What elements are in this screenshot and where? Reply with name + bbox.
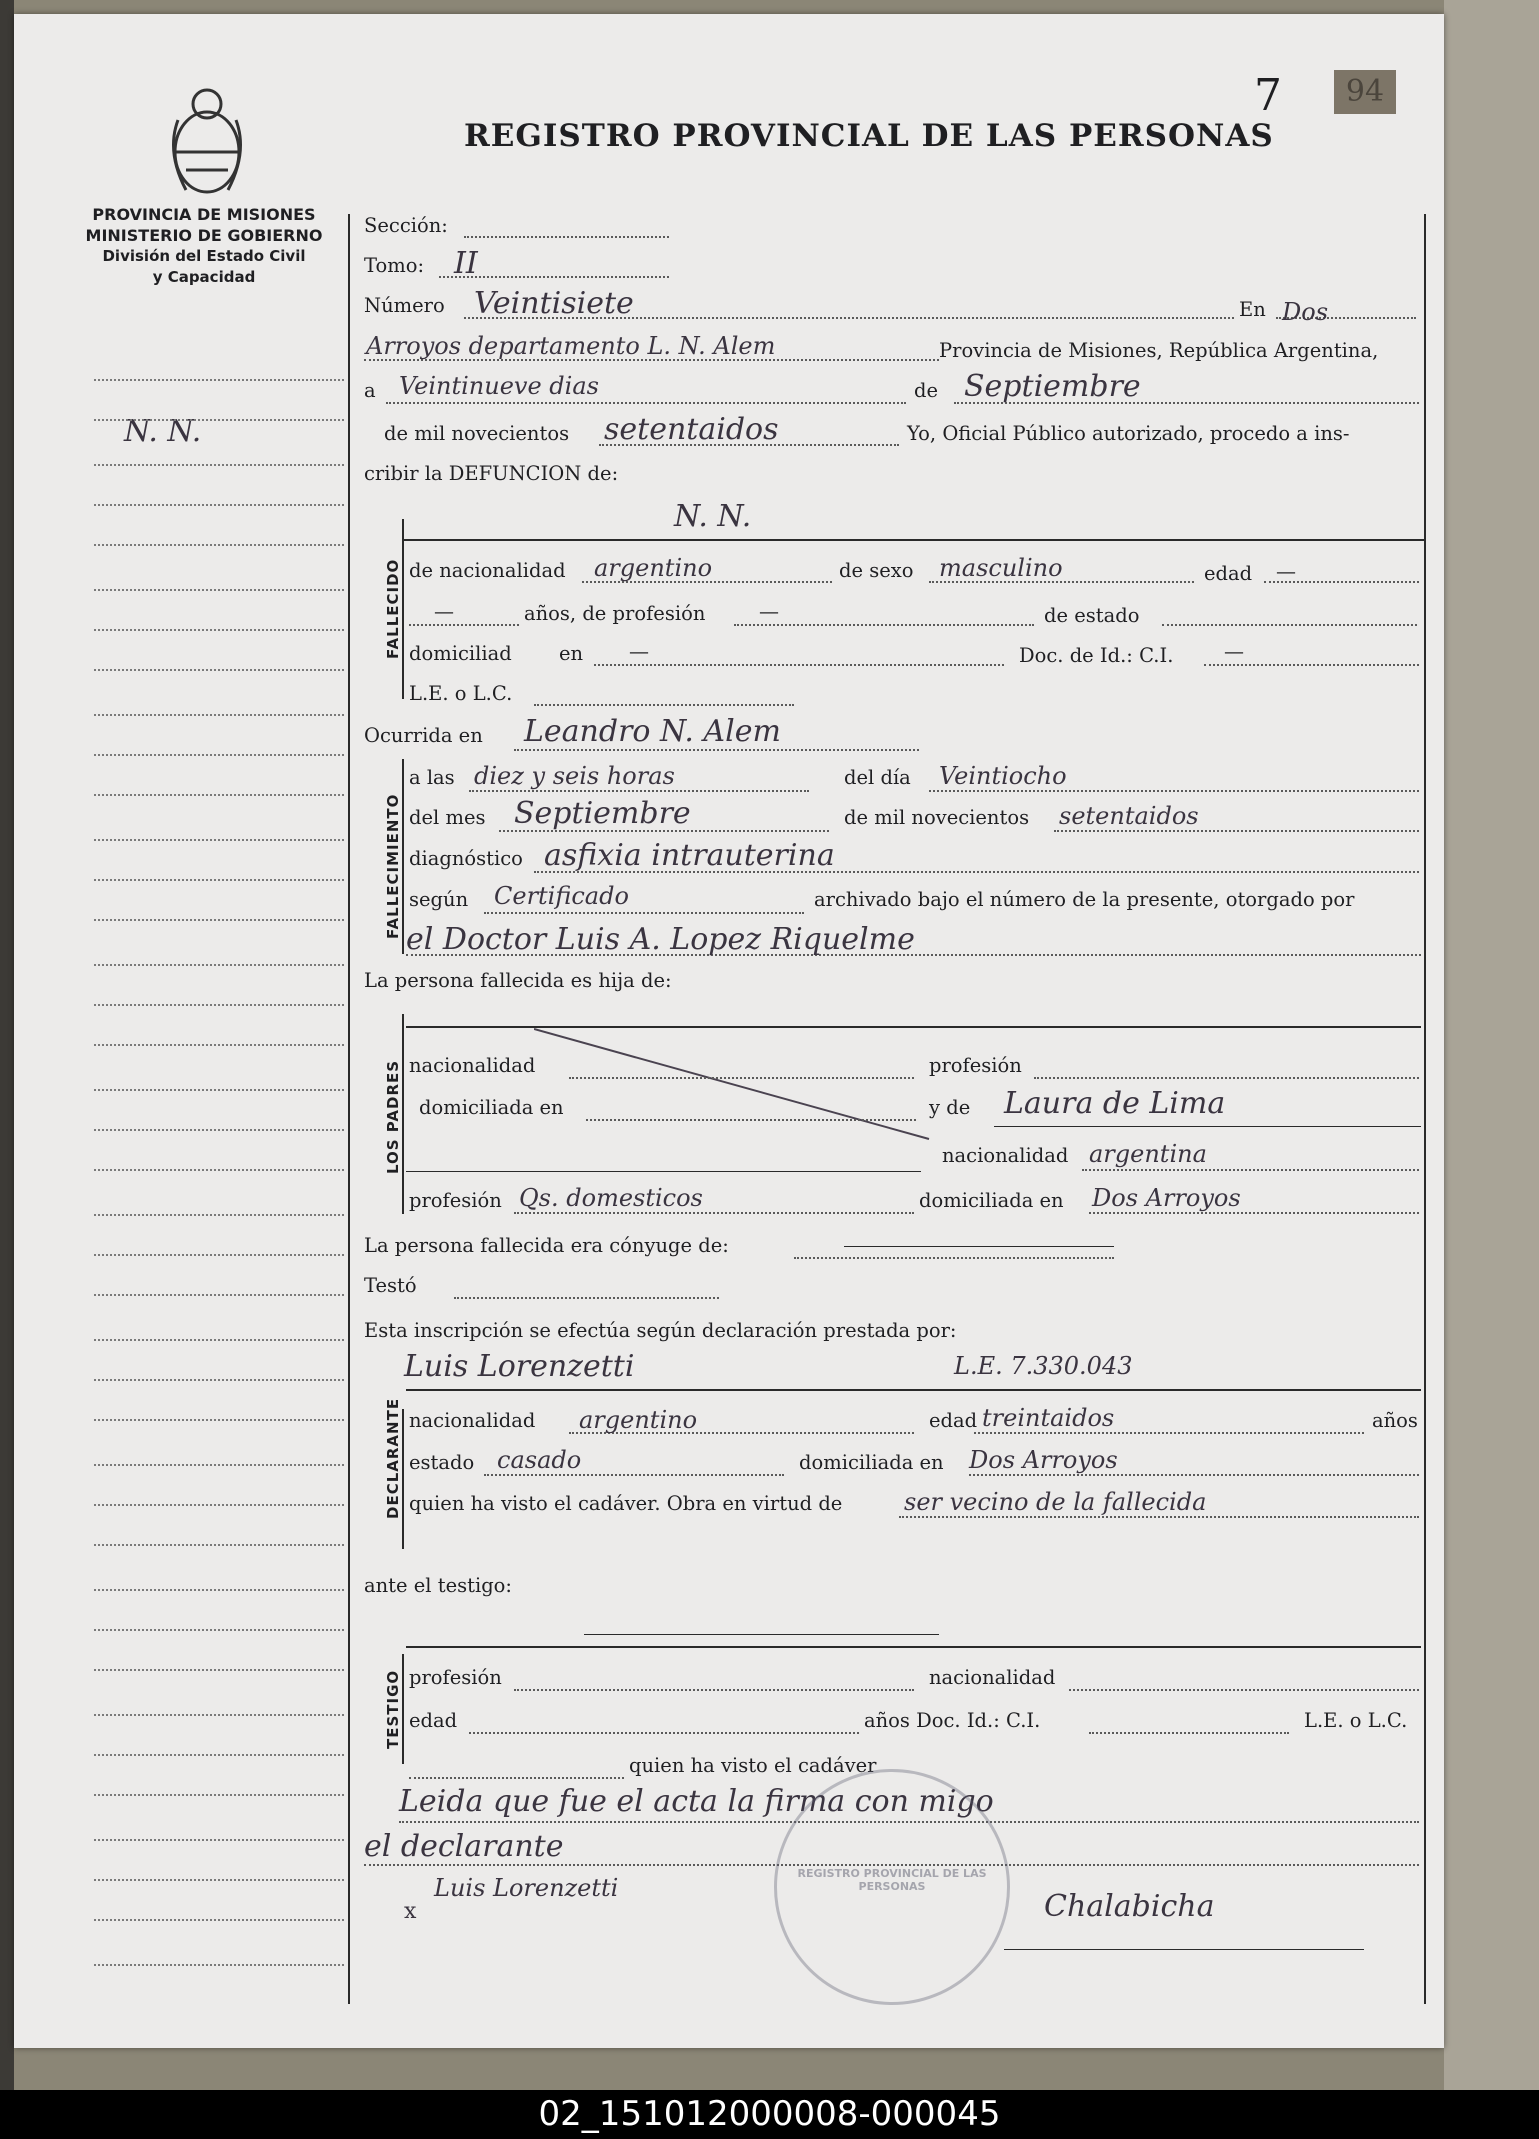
side-label-fallecido: FALLECIDO xyxy=(384,558,402,659)
domicilio-en-value: — xyxy=(629,639,649,663)
firma-oficial: Chalabicha xyxy=(1044,1889,1215,1924)
lugar-value: Arroyos departamento L. N. Alem xyxy=(366,332,776,360)
diagnostico-label: diagnóstico xyxy=(409,847,523,870)
inscripcion-label: Esta inscripción se efectúa según declaración prestada por: xyxy=(364,1319,957,1342)
profesion-value: — xyxy=(759,599,779,623)
madre-domicilio-label: domiciliada en xyxy=(919,1189,1064,1212)
segun-value: Certificado xyxy=(494,882,629,910)
edad-label: edad xyxy=(1204,562,1253,585)
dia-fallecimiento-value: Veintiocho xyxy=(939,762,1067,790)
domiciliado-label: domiciliad xyxy=(409,642,512,665)
declarante-edad-label: edad xyxy=(929,1409,978,1432)
header-line-1: PROVINCIA DE MISIONES xyxy=(92,205,316,224)
numero-value: Veintisiete xyxy=(474,286,634,321)
declarante-domicilio-value: Dos Arroyos xyxy=(969,1446,1118,1474)
declarante-nombre: Luis Lorenzetti xyxy=(404,1349,635,1384)
ci-value: — xyxy=(1224,639,1244,663)
cierre-linea-1: Leida que fue el acta la firma con migo xyxy=(399,1784,994,1819)
fallecido-nombre: N. N. xyxy=(674,499,752,534)
cancel-line xyxy=(534,1024,934,1144)
provincia-label: Provincia de Misiones, República Argentina, xyxy=(939,339,1379,362)
del-mes-label: del mes xyxy=(409,806,486,829)
book-spine xyxy=(0,0,14,2090)
edad-value: — xyxy=(1276,559,1296,583)
declarante-doc: L.E. 7.330.043 xyxy=(954,1352,1133,1380)
anos-profesion-label: años, de profesión xyxy=(524,602,706,625)
madre-nacionalidad-label: nacionalidad xyxy=(942,1144,1069,1167)
madre-nombre: Laura de Lima xyxy=(1004,1086,1226,1121)
de-estado-label: de estado xyxy=(1044,604,1140,627)
archivado-label: archivado bajo el número de la presente, otorgado por xyxy=(814,888,1355,911)
testigo-anos-doc-label: años Doc. Id.: C.I. xyxy=(864,1709,1041,1732)
padre-nacionalidad-label: nacionalidad xyxy=(409,1054,536,1077)
declarante-estado-value: casado xyxy=(497,1446,582,1474)
nacionalidad-fallecido-label: de nacionalidad xyxy=(409,559,566,582)
padre-profesion-label: profesión xyxy=(929,1054,1022,1077)
firma-x-mark: x xyxy=(404,1899,417,1924)
hija-de-label: La persona fallecida es hija de: xyxy=(364,969,672,992)
header-left xyxy=(84,204,324,288)
ocurrida-label: Ocurrida en xyxy=(364,724,483,747)
stamp-text: REGISTRO PROVINCIAL DE LAS PERSONAS xyxy=(797,1867,987,1893)
declarante-estado-label: estado xyxy=(409,1451,475,1474)
segun-label: según xyxy=(409,888,469,911)
domicilio-en-label: en xyxy=(559,642,584,665)
yo-oficial-label: Yo, Oficial Público autorizado, procedo a ins- xyxy=(907,422,1350,445)
margin-note: N. N. xyxy=(124,414,202,449)
a-label: a xyxy=(364,379,376,402)
obra-virtud-value: ser vecino de la fallecida xyxy=(904,1488,1207,1516)
mes-fallecimiento-value: Septiembre xyxy=(514,796,691,831)
coat-of-arms-icon xyxy=(166,80,248,202)
testigo-nacionalidad-label: nacionalidad xyxy=(929,1666,1056,1689)
de-mil-fallecimiento-label: de mil novecientos xyxy=(844,806,1030,829)
doc-id-label: Doc. de Id.: C.I. xyxy=(1019,644,1174,667)
anio-fallecimiento-value: setentaidos xyxy=(1059,802,1199,830)
anio-value: setentaidos xyxy=(604,412,779,447)
en-value: Dos xyxy=(1282,298,1329,326)
right-border xyxy=(1424,214,1426,2004)
declarante-edad-value: treintaidos xyxy=(982,1404,1115,1432)
dia-value: Veintinueve dias xyxy=(399,372,599,400)
declarante-nacionalidad-value: argentino xyxy=(579,1406,698,1434)
seccion-label: Sección: xyxy=(364,214,448,237)
side-label-declarante: DECLARANTE xyxy=(384,1397,402,1519)
corner-number: 94 xyxy=(1334,70,1396,114)
le-lc-label: L.E. o L.C. xyxy=(409,682,513,705)
y-de-label: y de xyxy=(929,1096,971,1119)
side-label-padres: LOS PADRES xyxy=(384,1059,402,1174)
side-label-testigo: TESTIGO xyxy=(384,1669,402,1749)
testo-label: Testó xyxy=(364,1274,417,1297)
page-title: REGISTRO PROVINCIAL DE LAS PERSONAS xyxy=(464,118,1274,154)
anos-label: años xyxy=(1372,1409,1418,1432)
margin-divider xyxy=(348,214,350,2004)
official-stamp xyxy=(774,1769,1010,2005)
testigo-quien-visto-label: quien ha visto el cadáver xyxy=(629,1754,877,1777)
testigo-edad-label: edad xyxy=(409,1709,458,1732)
padre-domicilio-label: domiciliada en xyxy=(419,1096,564,1119)
madre-nacionalidad-value: argentina xyxy=(1089,1140,1207,1168)
cierre-linea-2: el declarante xyxy=(364,1829,564,1864)
tomo-value: II xyxy=(454,246,478,281)
a-las-label: a las xyxy=(409,766,455,789)
declarante-domicilio-label: domiciliada en xyxy=(799,1451,944,1474)
side-label-fallecimiento: FALLECIMIENTO xyxy=(384,793,402,939)
de-label: de xyxy=(914,379,939,402)
nacionalidad-fallecido-value: argentino xyxy=(594,554,713,582)
de-mil-label: de mil novecientos xyxy=(384,422,570,445)
mes-value: Septiembre xyxy=(964,369,1141,404)
declarante-nacionalidad-label: nacionalidad xyxy=(409,1409,536,1432)
medico-value: el Doctor Luis A. Lopez Riquelme xyxy=(406,922,915,957)
sexo-label: de sexo xyxy=(839,559,914,582)
hora-value: diez y seis horas xyxy=(474,762,675,790)
firma-declarante: Luis Lorenzetti xyxy=(434,1874,619,1902)
madre-profesion-value: Qs. domesticos xyxy=(519,1184,703,1212)
numero-label: Número xyxy=(364,294,445,317)
footer-caption: 02_151012000008-000045 xyxy=(0,2090,1539,2139)
sexo-value: masculino xyxy=(939,554,1063,582)
madre-profesion-label: profesión xyxy=(409,1189,502,1212)
book-edge xyxy=(1444,0,1539,2090)
quien-visto-label: quien ha visto el cadáver. Obra en virtud de xyxy=(409,1492,843,1515)
ocurrida-value: Leandro N. Alem xyxy=(524,714,781,749)
testigo-le-lc-label: L.E. o L.C. xyxy=(1304,1709,1408,1732)
register-page xyxy=(14,14,1444,2048)
cribir-label: cribir la DEFUNCION de: xyxy=(364,462,619,485)
header-line-2: MINISTERIO DE GOBIERNO xyxy=(85,226,323,245)
en-label: En xyxy=(1239,298,1266,321)
header-line-4: y Capacidad xyxy=(152,268,256,286)
del-dia-label: del día xyxy=(844,766,911,789)
ante-testigo-label: ante el testigo: xyxy=(364,1574,512,1597)
header-line-3: División del Estado Civil xyxy=(102,247,306,265)
page-number: 7 xyxy=(1254,70,1282,121)
testigo-profesion-label: profesión xyxy=(409,1666,502,1689)
tomo-label: Tomo: xyxy=(364,254,425,277)
diagnostico-value: asfixia intrauterina xyxy=(544,838,835,873)
madre-domicilio-value: Dos Arroyos xyxy=(1092,1184,1241,1212)
conyuge-label: La persona fallecida era cónyuge de: xyxy=(364,1234,729,1257)
anos-value: — xyxy=(434,599,454,623)
